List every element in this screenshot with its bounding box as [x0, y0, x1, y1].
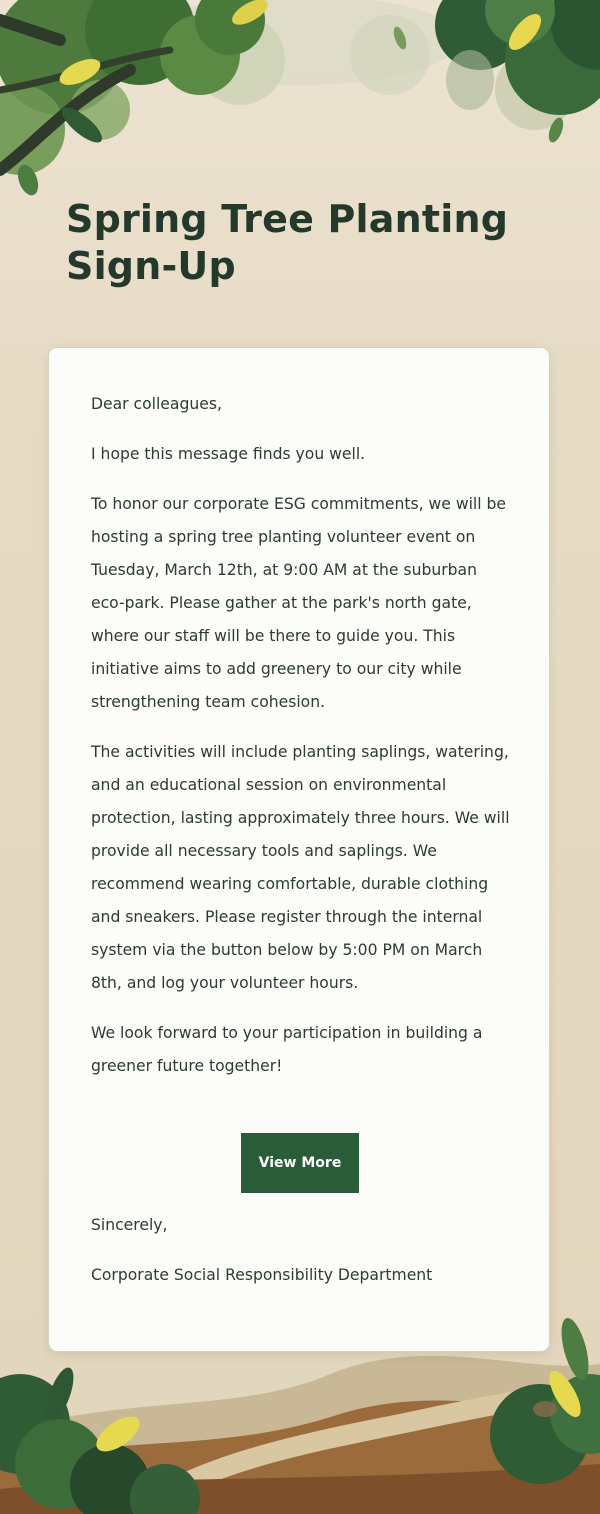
email-card: [48, 347, 550, 1352]
tree-canopy-illustration: [0, 0, 600, 210]
opening-line: I hope this message finds you well.: [91, 445, 366, 463]
closing-salutation: Sincerely,: [91, 1216, 168, 1234]
closing-paragraph: We look forward to your participation in building a greener future together!: [91, 1024, 483, 1075]
signature-block: [91, 1209, 515, 1309]
email-body: [91, 388, 515, 1100]
view-more-button[interactable]: View More: [241, 1133, 359, 1193]
signature: Corporate Social Responsibility Department: [91, 1266, 433, 1284]
activities-paragraph: The activities will include planting saplings, watering, and an educational session on environmental protection, lasting approximately three hours. We will provide all necessary tools and saplings. We recommend wearing comfortable, durable clothing and sneakers. Please register through the internal system via the button below by 5:00 PM on March 8th, and log your volunteer hours.: [91, 743, 510, 992]
page-title: Spring Tree Planting Sign-Up: [66, 197, 509, 288]
event-paragraph: To honor our corporate ESG commitments, we will be hosting a spring tree planting volunteer event on Tuesday, March 12th, at 9:00 AM at the suburban eco-park. Please gather at the park's north gate, where our staff will be there to guide you. This initiative aims to add greenery to our city while strengthening team cohesion.: [91, 495, 507, 711]
greeting: Dear colleagues,: [91, 395, 222, 413]
